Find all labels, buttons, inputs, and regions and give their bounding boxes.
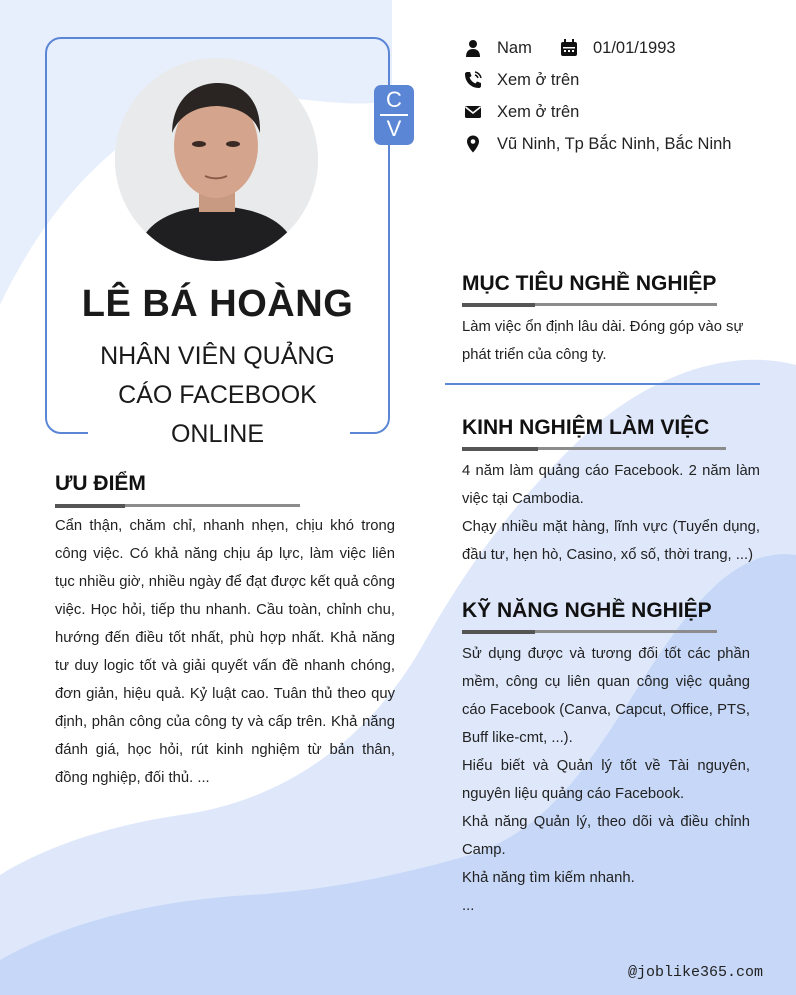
experience-line: Chạy nhiều mặt hàng, lĩnh vực (Tuyển dụng, đầu tư, hẹn hò, Casino, xổ số, thời trang, ...) bbox=[462, 519, 760, 563]
objective-underline bbox=[462, 303, 717, 306]
skills-underline bbox=[462, 630, 717, 633]
skills-heading: KỸ NĂNG NGHỀ NGHIỆP bbox=[462, 599, 712, 622]
skills-line: Khả năng tìm kiếm nhanh. bbox=[462, 870, 635, 886]
experience-text bbox=[462, 457, 760, 569]
cv-badge-top: C bbox=[386, 87, 402, 112]
skills-line: ... bbox=[462, 898, 475, 914]
experience-heading: KINH NGHIỆM LÀM VIỆC bbox=[462, 416, 710, 439]
location-pin-icon bbox=[464, 135, 482, 153]
cv-badge-bottom: V bbox=[386, 116, 402, 141]
email-icon bbox=[464, 103, 482, 121]
calendar-icon bbox=[560, 39, 578, 57]
profile-photo bbox=[115, 58, 318, 261]
experience-underline bbox=[462, 447, 726, 450]
phone-icon bbox=[464, 71, 482, 89]
strengths-text: Cẩn thận, chăm chỉ, nhanh nhẹn, chịu khó trong công việc. Có khả năng chịu áp lực, làm việc liên tục nhiều giờ, nhiều ngày để đạt được kết quả công việc. Học hỏi, tiếp thu nhanh. Cầu toàn, chỉnh chu, hướng đến điều tốt nhất, phù hợp nhất. Khả năng tư duy logic tốt và giải quyết vấn đề nhanh chóng, đơn giản, hiệu quả. Kỷ luật cao. Tuân thủ theo quy định, phân công của công ty và cấp trên. Khả năng đánh giá, học hỏi, rút kinh nghiệm từ bản thân, đồng nghiệp, đối thủ. ... bbox=[55, 518, 395, 786]
person-icon bbox=[464, 39, 482, 57]
objective-text: Làm việc ổn định lâu dài. Đóng góp vào sự phát triển của công ty. bbox=[462, 319, 744, 363]
section-separator bbox=[445, 383, 760, 385]
candidate-name: LÊ BÁ HOÀNG bbox=[81, 283, 354, 325]
strengths-heading: ƯU ĐIỂM bbox=[55, 472, 146, 495]
skills-text bbox=[462, 640, 750, 920]
objective-heading: MỤC TIÊU NGHỀ NGHIỆP bbox=[462, 272, 717, 295]
skills-line: Hiểu biết và Quản lý tốt về Tài nguyên, nguyên liệu quảng cáo Facebook. bbox=[462, 758, 750, 802]
experience-line: 4 năm làm quảng cáo Facebook. 2 năm làm việc tại Cambodia. bbox=[462, 463, 760, 507]
skills-line: Sử dụng được và tương đối tốt các phần mềm, công cụ liên quan công việc quảng cáo Facebook (Canva, Capcut, Office, PTS, Buff like-cmt, ...). bbox=[462, 646, 750, 746]
strengths-underline bbox=[55, 504, 300, 507]
footer-handle: @joblike365.com bbox=[627, 964, 763, 981]
skills-line: Khả năng Quản lý, theo dõi và điều chỉnh Camp. bbox=[462, 814, 750, 858]
candidate-job-title: NHÂN VIÊN QUẢNG CÁO FACEBOOK ONLINE bbox=[100, 342, 335, 448]
cv-badge bbox=[374, 85, 414, 145]
